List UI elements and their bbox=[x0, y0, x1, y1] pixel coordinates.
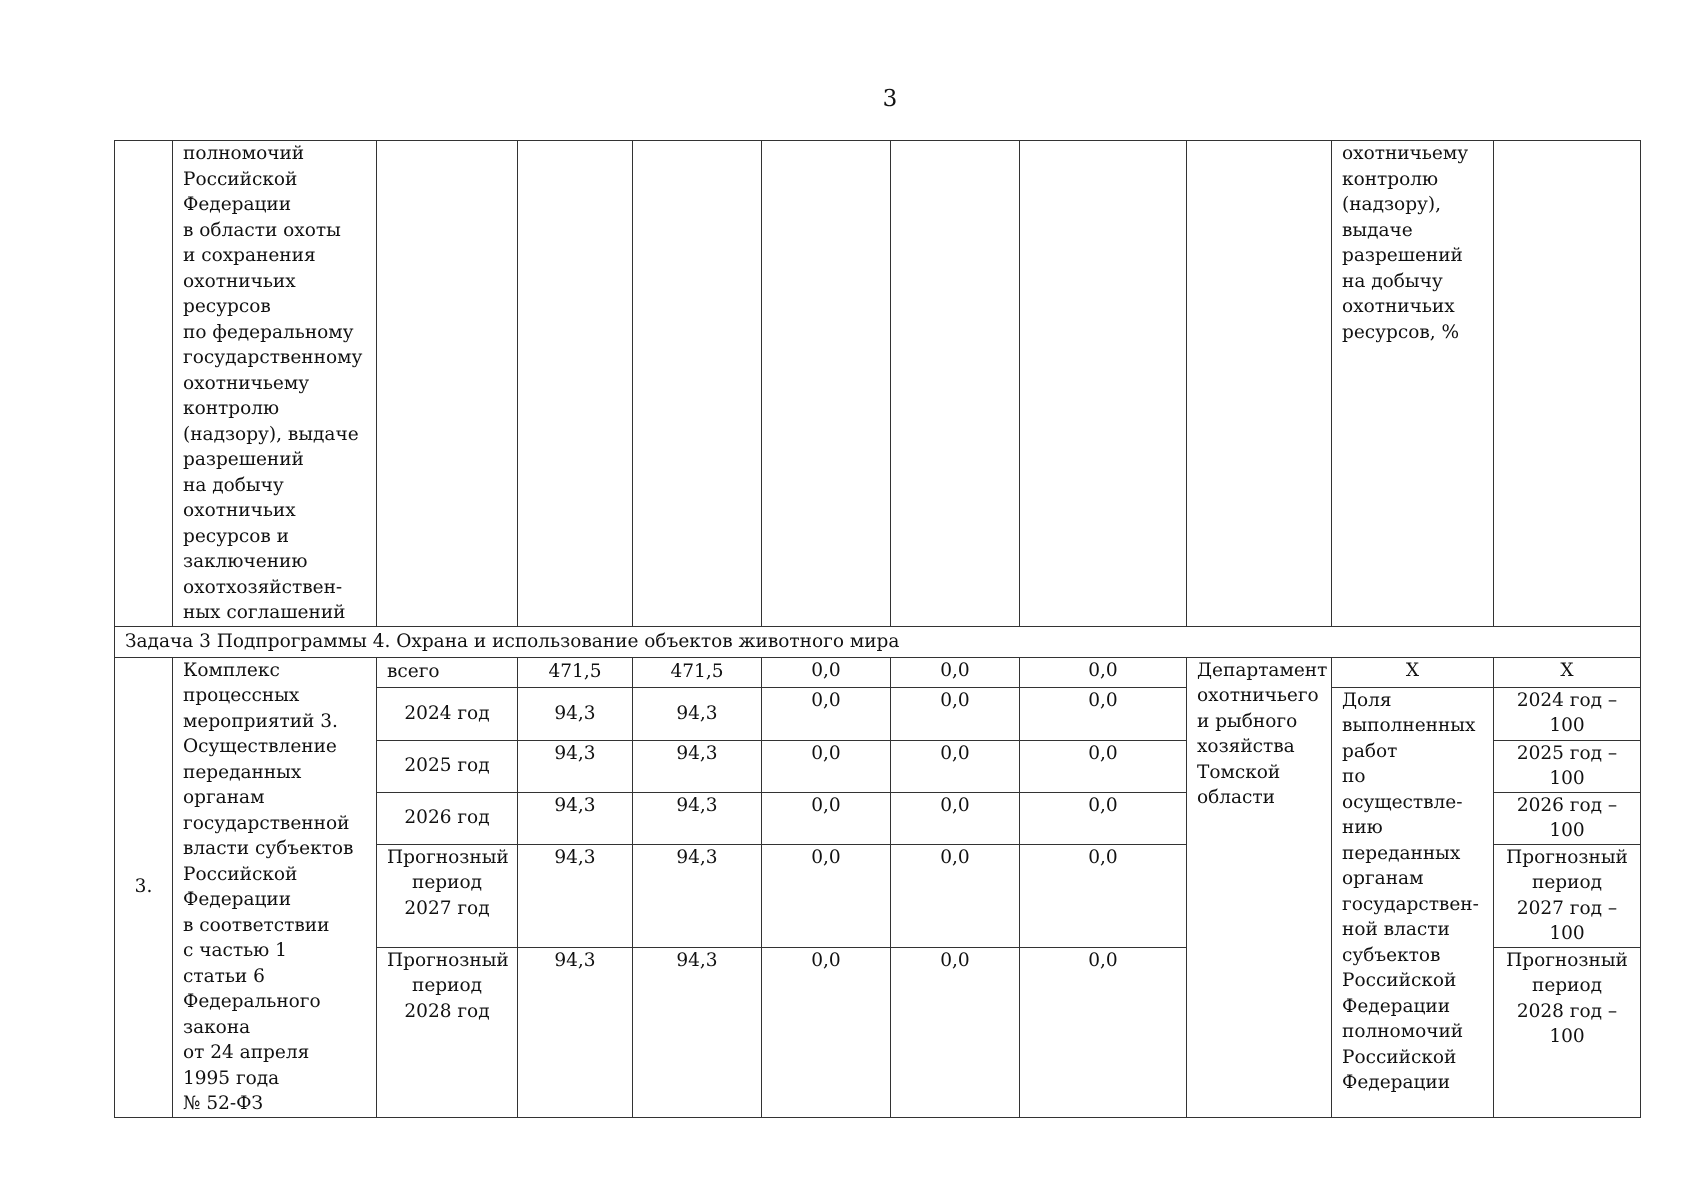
indicator-top-cell: X bbox=[1332, 657, 1494, 687]
page-number: 3 bbox=[882, 86, 898, 112]
local-cell: 0,0 bbox=[891, 687, 1020, 740]
period-cell: 2026 год bbox=[377, 792, 518, 844]
period-cell: всего bbox=[377, 657, 518, 687]
target-cell: Прогнозный период 2028 год – 100 bbox=[1494, 947, 1641, 1117]
extrabudget-cell: 0,0 bbox=[1020, 687, 1187, 740]
period-cell: 2024 год bbox=[377, 687, 518, 740]
cell-federal bbox=[633, 141, 762, 627]
local-cell: 0,0 bbox=[891, 740, 1020, 792]
period-cell: 2025 год bbox=[377, 740, 518, 792]
period-cell: Прогнозный период 2027 год bbox=[377, 844, 518, 947]
target-cell: Прогнозный период 2027 год – 100 bbox=[1494, 844, 1641, 947]
target-cell: 2025 год – 100 bbox=[1494, 740, 1641, 792]
cell-target bbox=[1494, 141, 1641, 627]
program-table bbox=[114, 140, 1641, 1118]
local-cell: 0,0 bbox=[891, 792, 1020, 844]
table-row bbox=[115, 657, 1641, 687]
total-cell: 94,3 bbox=[518, 947, 633, 1117]
cell-extrabudget bbox=[1020, 141, 1187, 627]
regional-cell: 0,0 bbox=[762, 792, 891, 844]
continuation-indicator-text: охотничьему контролю (надзору), выдаче разрешений на добычу охотничьих ресурсов, % bbox=[1332, 141, 1494, 627]
task-header: Задача 3 Подпрограммы 4. Охрана и использование объектов животного мира bbox=[115, 626, 1641, 657]
cell-local bbox=[891, 141, 1020, 627]
task-header-row bbox=[115, 626, 1641, 657]
federal-cell: 94,3 bbox=[633, 792, 762, 844]
cell-executor bbox=[1187, 141, 1332, 627]
cell-regional bbox=[762, 141, 891, 627]
cell-total bbox=[518, 141, 633, 627]
cell-period bbox=[377, 141, 518, 627]
block-event-text: Комплекс процессных мероприятий 3. Осуществление переданных органам государственной власти субъектов Российской Федерации в соответствии с частью 1 статьи 6 Федерального закона от 24 апреля 1995 года № 52-ФЗ bbox=[173, 657, 377, 1117]
period-cell: Прогнозный период 2028 год bbox=[377, 947, 518, 1117]
extrabudget-cell: 0,0 bbox=[1020, 657, 1187, 687]
target-cell: 2024 год – 100 bbox=[1494, 687, 1641, 740]
target-top-cell: X bbox=[1494, 657, 1641, 687]
cell-number bbox=[115, 141, 173, 627]
block-number: 3. bbox=[115, 657, 173, 1117]
local-cell: 0,0 bbox=[891, 844, 1020, 947]
continuation-row bbox=[115, 141, 1641, 627]
indicator-cell: Доля выполненных работ по осуществле- нию переданных органам государствен- ной власти субъектов Российской Федерации полномочий Российской Федерации bbox=[1332, 687, 1494, 1117]
continuation-event-text: полномочий Российской Федерации в области охоты и сохранения охотничьих ресурсов по федеральному государственному охотничьему контролю (надзору), выдаче разрешений на добычу охотничьих ресурсов и заключению охотхозяйствен- ных соглашений bbox=[173, 141, 377, 627]
regional-cell: 0,0 bbox=[762, 657, 891, 687]
regional-cell: 0,0 bbox=[762, 687, 891, 740]
extrabudget-cell: 0,0 bbox=[1020, 740, 1187, 792]
regional-cell: 0,0 bbox=[762, 947, 891, 1117]
local-cell: 0,0 bbox=[891, 947, 1020, 1117]
federal-cell: 471,5 bbox=[633, 657, 762, 687]
target-cell: 2026 год – 100 bbox=[1494, 792, 1641, 844]
total-cell: 471,5 bbox=[518, 657, 633, 687]
executor-cell: Департамент охотничьего и рыбного хозяйства Томской области bbox=[1187, 657, 1332, 1117]
total-cell: 94,3 bbox=[518, 687, 633, 740]
regional-cell: 0,0 bbox=[762, 844, 891, 947]
local-cell: 0,0 bbox=[891, 657, 1020, 687]
federal-cell: 94,3 bbox=[633, 844, 762, 947]
total-cell: 94,3 bbox=[518, 844, 633, 947]
extrabudget-cell: 0,0 bbox=[1020, 844, 1187, 947]
federal-cell: 94,3 bbox=[633, 687, 762, 740]
federal-cell: 94,3 bbox=[633, 740, 762, 792]
regional-cell: 0,0 bbox=[762, 740, 891, 792]
total-cell: 94,3 bbox=[518, 740, 633, 792]
extrabudget-cell: 0,0 bbox=[1020, 792, 1187, 844]
extrabudget-cell: 0,0 bbox=[1020, 947, 1187, 1117]
federal-cell: 94,3 bbox=[633, 947, 762, 1117]
total-cell: 94,3 bbox=[518, 792, 633, 844]
